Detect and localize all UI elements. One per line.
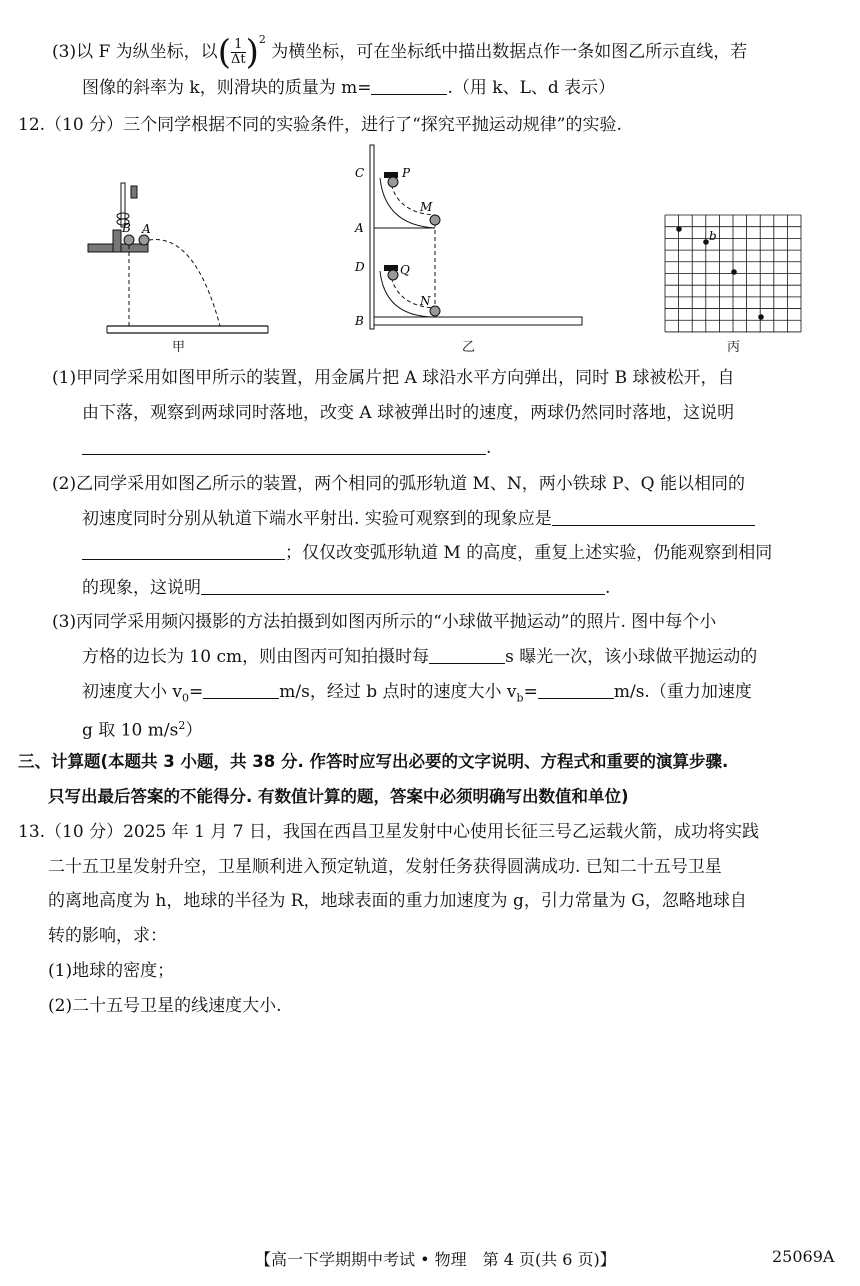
label-b: b	[709, 229, 717, 243]
answer-blank[interactable]	[203, 680, 279, 699]
q12-p2-line2: 初速度同时分别从轨道下端水平射出. 实验可观察到的现象应是	[82, 507, 755, 531]
label-B: B	[355, 314, 364, 328]
label-M: M	[420, 200, 433, 214]
q12-p3-line4: g 取 10 $m/s^2$）	[82, 719, 203, 741]
caption-jia: 甲	[172, 340, 186, 355]
answer-blank[interactable]	[429, 645, 505, 664]
answer-blank[interactable]	[371, 76, 447, 95]
label-A: A	[355, 221, 364, 235]
answer-blank[interactable]	[538, 680, 614, 699]
q13-part2: (2)二十五号卫星的线速度大小.	[48, 996, 282, 1016]
label-P: P	[402, 166, 411, 180]
figure-yi	[350, 143, 590, 335]
q12-p1-line2: 由下落，观察到两球同时落地，改变 A 球被弹出时的速度，两球仍然同时落地，这说明	[82, 403, 735, 423]
paper-code: 25069A	[772, 1247, 835, 1266]
q13-part1: (1)地球的密度；	[48, 961, 175, 981]
figure-jia	[85, 178, 275, 338]
q12-p2-line1: (2)乙同学采用如图乙所示的装置，两个相同的弧形轨道 M、N，两小铁球 P、Q 能以相同的	[52, 474, 745, 494]
section3-heading-line1: 三、计算题(本题共 3 小题，共 38 分. 作答时应写出必要的文字说明、方程式和重要的演算步骤.	[18, 752, 729, 771]
q11-p3-line1: (3)以 F 为纵坐标，以( $\frac{1}{\Delta t}$ )$^2$ 为横坐标，可在坐标纸中描出数据点作一条如图乙所示直线，若	[52, 32, 748, 73]
q13-line4: 转的影响，求：	[48, 926, 167, 946]
answer-blank[interactable]	[82, 436, 486, 455]
q13-line2: 二十五卫星发射升空，卫星顺利进入预定轨道，发射任务获得圆满成功. 已知二十五号卫星	[48, 857, 722, 877]
section3-heading-line2: 只写出最后答案的不能得分. 有数值计算的题，答案中必须明确写出数值和单位)	[48, 787, 629, 806]
q13-line1: 13.（10 分）2025 年 1 月 7 日，我国在西昌卫星发射中心使用长征三号乙运载火箭，成功将实践	[18, 822, 759, 842]
figure-bing	[664, 214, 804, 334]
q11-p3-line2: 图像的斜率为 k，则滑块的质量为 m= .（用 k、L、d 表示）	[82, 78, 616, 98]
q12-p3-line3: 初速度大小 $v_0= m/s$，经过 b 点时的速度大小 $v_b= m/s$.（重力加速度	[82, 682, 752, 705]
caption-yi: 乙	[462, 340, 476, 355]
page-footer: 【高一下学期期中考试 • 物理 第 4 页(共 6 页)】	[255, 1250, 616, 1269]
label-C: C	[355, 166, 365, 180]
answer-blank[interactable]	[82, 541, 285, 560]
q12-p2-line4: 的现象，这说明 .	[82, 578, 611, 598]
q12-p1-line3: .	[82, 436, 491, 460]
q12-p3-line1: (3)丙同学采用频闪摄影的方法拍摄到如图丙所示的“小球做平抛运动”的照片. 图中每个小	[52, 612, 717, 632]
fraction: $\frac{1}{\Delta t}$	[230, 37, 246, 67]
label-Q: Q	[400, 263, 410, 277]
label-A: A	[142, 222, 151, 236]
q12-p3-line2: 方格的边长为 10 cm，则由图丙可知拍摄时每 s 曝光一次，该小球做平抛运动的	[82, 647, 758, 667]
q12-p2-line3: ；仅仅改变弧形轨道 M 的高度，重复上述实验，仍能观察到相同	[82, 541, 772, 565]
q13-line3: 的离地高度为 h，地球的半径为 R，地球表面的重力加速度为 g，引力常量为 G，忽略地球自	[48, 891, 747, 911]
caption-bing: 丙	[727, 340, 741, 355]
q12-header: 12.（10 分）三个同学根据不同的实验条件，进行了“探究平抛运动规律”的实验.	[18, 115, 622, 135]
answer-blank[interactable]	[201, 576, 605, 595]
q12-p1-line1: (1)甲同学采用如图甲所示的装置，用金属片把 A 球沿水平方向弹出，同时 B 球被松开，自	[52, 368, 735, 388]
answer-blank[interactable]	[552, 507, 755, 526]
label-B: B	[122, 221, 131, 235]
label-D: D	[355, 260, 365, 274]
label-N: N	[420, 294, 431, 308]
